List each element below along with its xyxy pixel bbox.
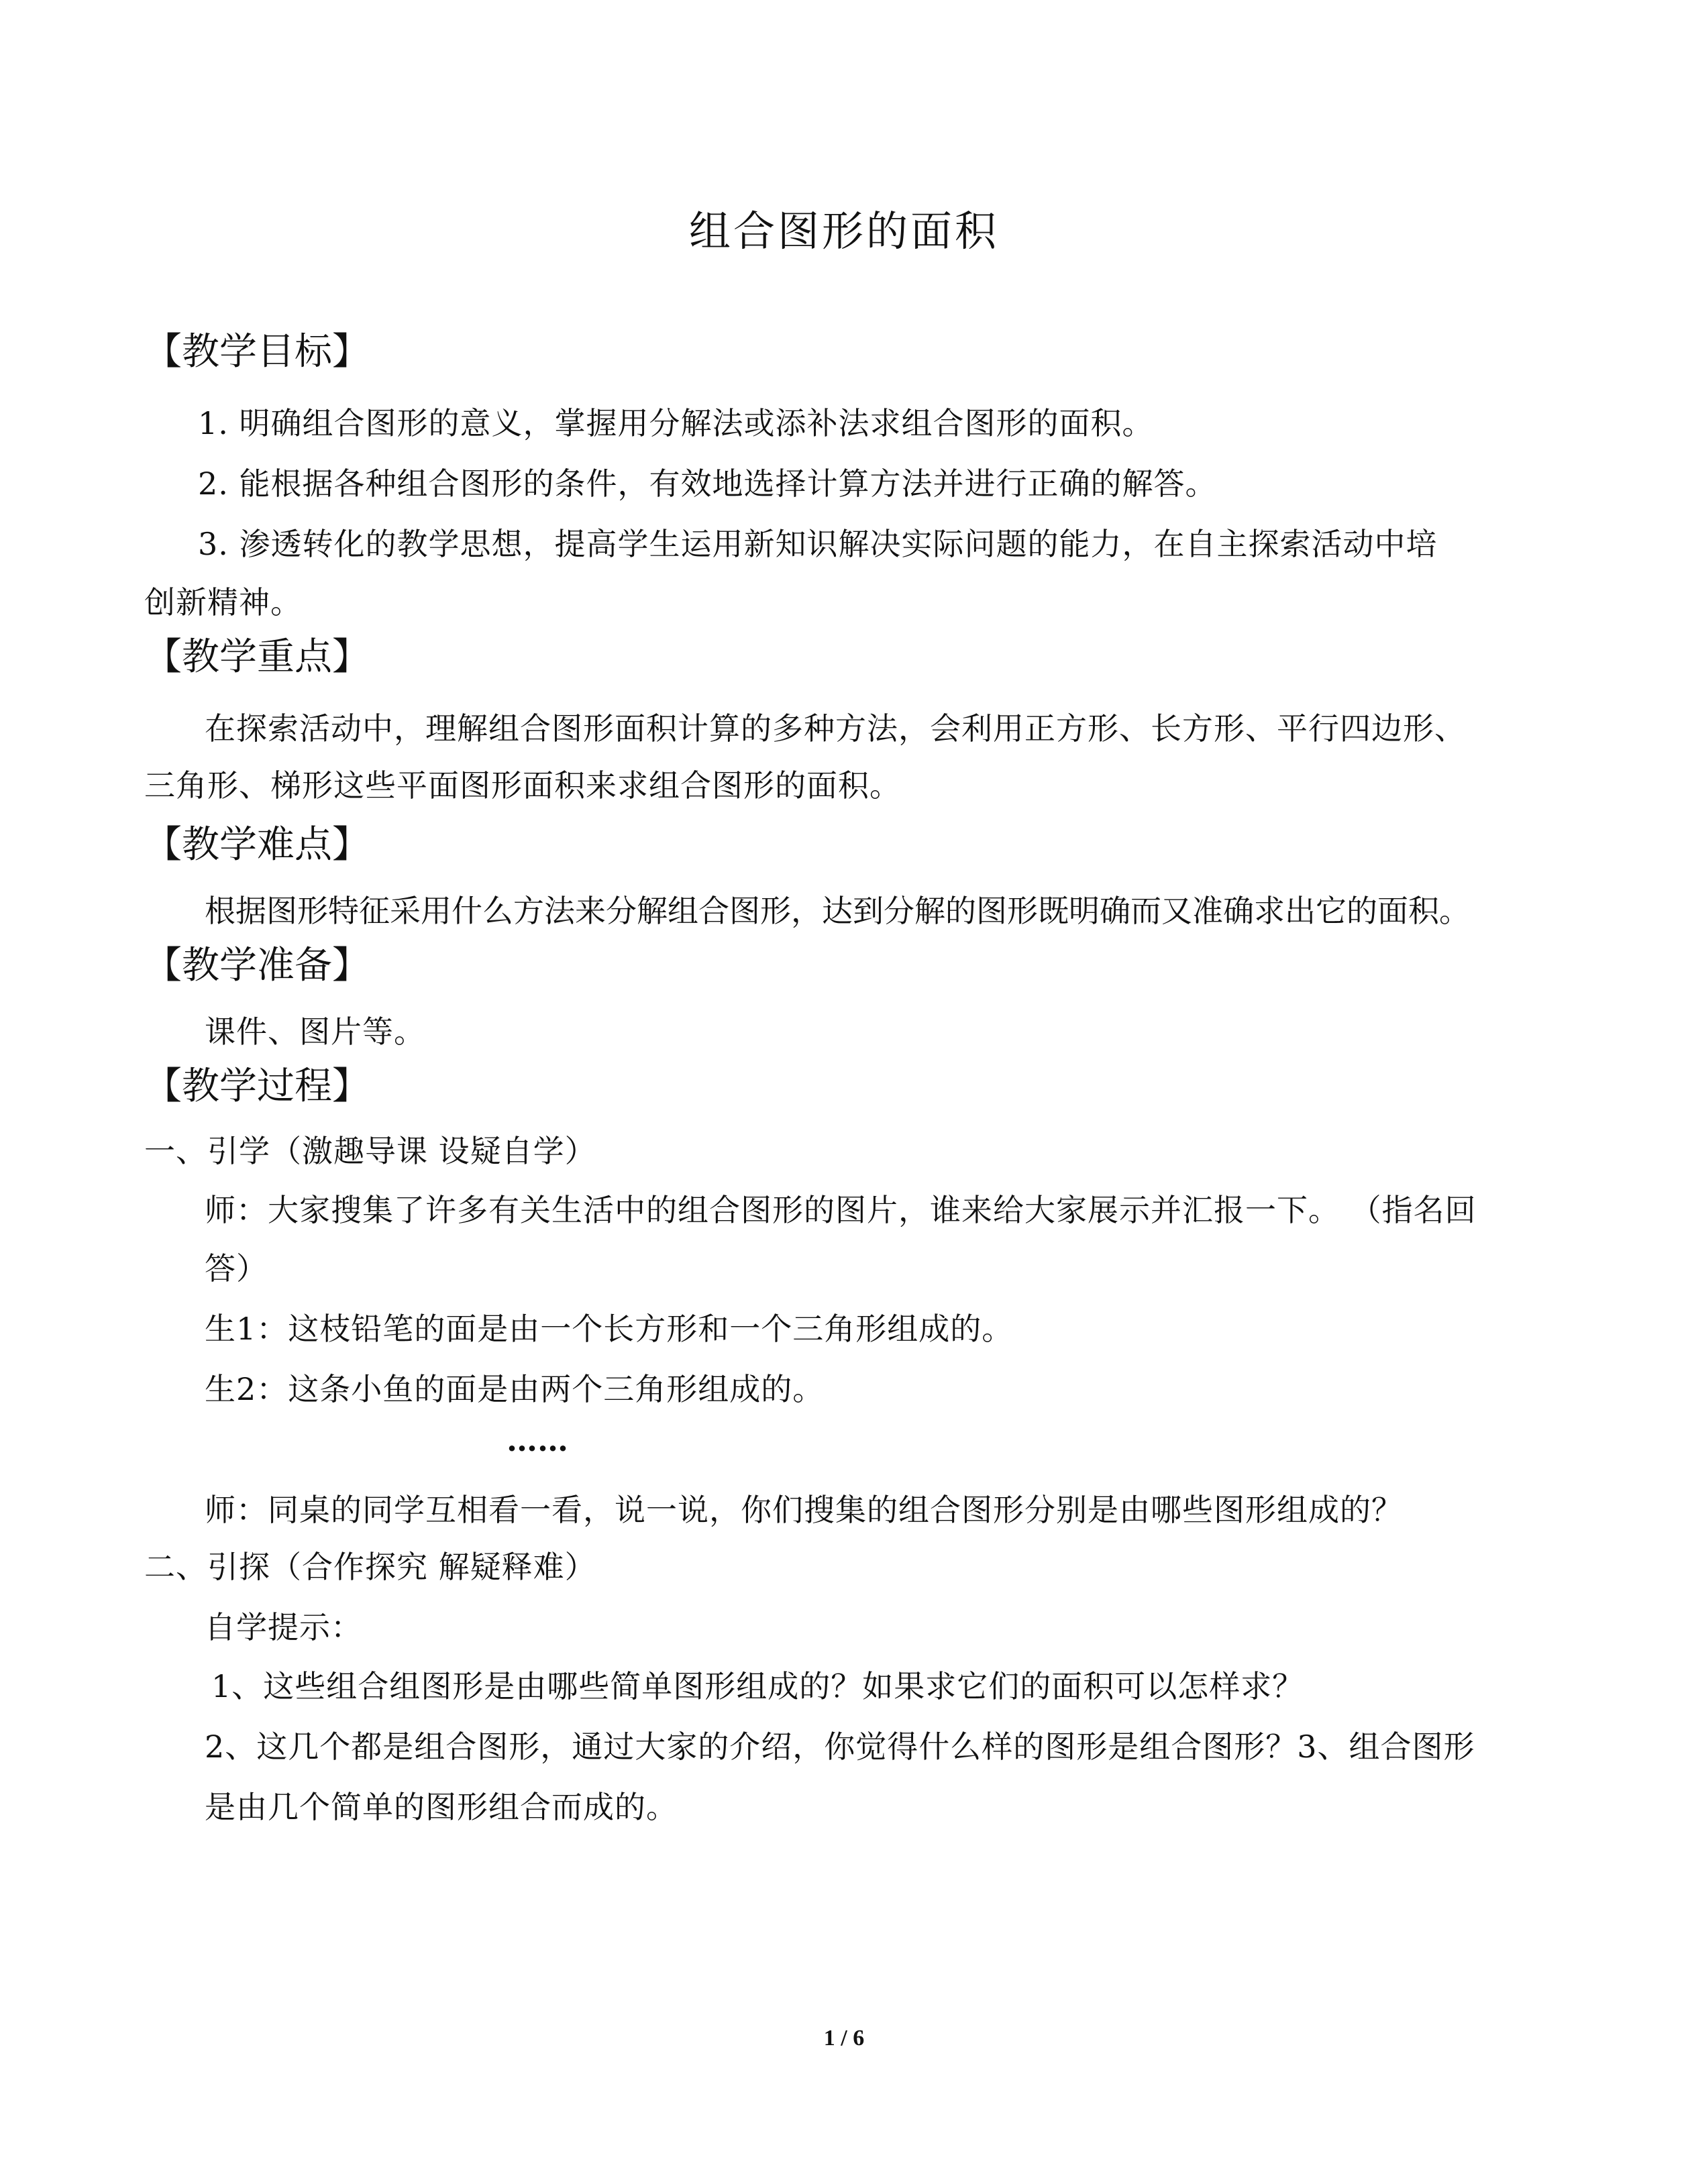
section-1-closing: 师：同桌的同学互相看一看，说一说，你们搜集的组合图形分别是由哪些图形组成的？: [205, 1492, 1403, 1528]
objective-item-1: 1. 明确组合图形的意义，掌握用分解法或添补法求组合图形的面积。: [198, 405, 1154, 441]
section-1-line-2: 答）: [205, 1250, 268, 1287]
key-points-line-2: 三角形、梯形这些平面图形面积来求组合图形的面积。: [144, 767, 901, 804]
objective-item-3: 3. 渗透转化的教学思想，提高学生运用新知识解决实际问题的能力，在自主探索活动中培: [198, 526, 1438, 562]
section-2-line-1: 自学提示：: [205, 1609, 362, 1645]
preparation-line-1: 课件、图片等。: [205, 1014, 425, 1050]
key-points-heading: 【教学重点】: [144, 635, 370, 679]
section-1-title: 一、引学（激趣导课 设疑自学）: [144, 1133, 596, 1169]
key-points-line-1: 在探索活动中，理解组合图形面积计算的多种方法，会利用正方形、长方形、平行四边形、: [205, 710, 1466, 747]
section-2-line-4: 是由几个简单的图形组合而成的。: [205, 1789, 678, 1825]
objectives-heading: 【教学目标】: [144, 330, 370, 374]
document-title: 组合图形的面积: [688, 207, 999, 256]
section-2-line-2: 1、这些组合组图形是由哪些简单图形组成的？如果求它们的面积可以怎样求？: [211, 1668, 1304, 1704]
page-number: 1 / 6: [823, 2026, 865, 2051]
section-1-line-1: 师：大家搜集了许多有关生活中的组合图形的图片，谁来给大家展示并汇报一下。 （指名回: [205, 1192, 1477, 1228]
section-2-line-3: 2、这几个都是组合图形，通过大家的介绍，你觉得什么样的图形是组合图形？3、组合图形: [205, 1729, 1475, 1765]
difficulties-line-1: 根据图形特征采用什么方法来分解组合图形，达到分解的图形既明确而又准确求出它的面积。: [205, 893, 1470, 929]
section-1-line-4: 生2：这条小鱼的面是由两个三角形组成的。: [205, 1371, 825, 1407]
objective-item-3-cont: 创新精神。: [144, 584, 302, 620]
difficulties-heading: 【教学难点】: [144, 823, 370, 867]
ellipsis: ……: [507, 1422, 568, 1458]
objective-item-2: 2. 能根据各种组合图形的条件，有效地选择计算方法并进行正确的解答。: [198, 466, 1217, 502]
section-2-title: 二、引探（合作探究 解疑释难）: [144, 1549, 596, 1585]
preparation-heading: 【教学准备】: [144, 944, 370, 987]
section-1-line-3: 生1：这枝铅笔的面是由一个长方形和一个三角形组成的。: [205, 1311, 1014, 1347]
process-heading: 【教学过程】: [144, 1064, 370, 1108]
